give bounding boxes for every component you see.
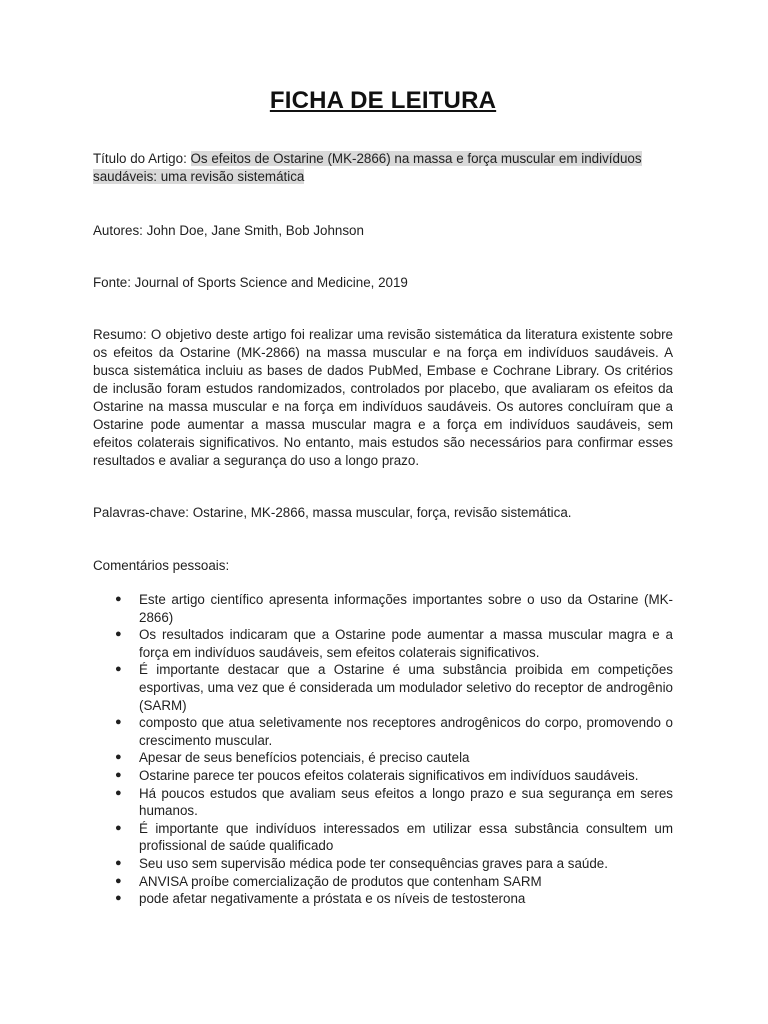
bullet-icon: ● [115,768,122,781]
bullet-icon: ● [115,892,122,905]
comment-text: ANVISA proíbe comercialização de produtos que contenham SARM [139,873,542,889]
list-item [93,855,673,873]
comments-label: Comentários pessoais: [93,558,230,573]
comment-text: Seu uso sem supervisão médica pode ter consequências graves para a saúde. [139,855,608,871]
list-item [93,661,673,714]
bullet-icon: ● [115,716,122,729]
comment-text: pode afetar negativamente a próstata e os níveis de testosterona [139,891,526,907]
bullet-icon: ● [115,593,122,605]
bullet-icon: ● [115,663,122,676]
comment-text: Ostarine parece ter poucos efeitos colaterais significativos em indivíduos saudáveis. [139,767,639,783]
comment-text: Apesar de seus benefícios potenciais, é preciso cautela [139,750,470,766]
comment-text: Este artigo científico apresenta informações importantes sobre o uso da Ostarine (MK-2866) [139,592,673,625]
bullet-icon: ● [115,874,122,887]
article-title-value: Os efeitos de Ostarine (MK-2866) na massa e força muscular em indivíduos saudáveis: uma revisão sistemática [93,151,642,184]
list-item [93,626,673,661]
comment-text: Os resultados indicaram que a Ostarine pode aumentar a massa muscular magra e a força em indivíduos saudáveis, sem efeitos colaterais significativos. [139,627,673,660]
list-item [93,591,673,626]
bullet-icon: ● [115,821,122,834]
list-item [93,873,673,891]
list-item [93,749,673,767]
article-title-field [93,150,673,186]
list-item [93,820,673,855]
list-item [93,890,673,908]
bullet-icon: ● [115,628,122,641]
bullet-icon: ● [115,751,122,764]
comments-list [93,591,673,908]
bullet-icon: ● [115,786,122,799]
list-item [93,714,673,749]
list-item [93,785,673,820]
comment-text: É importante que indivíduos interessados em utilizar essa substância consultem um profissional de saúde qualificado [139,820,673,854]
bullet-icon: ● [115,856,122,869]
article-title-label: Título do Artigo: [93,151,191,166]
comment-text: Há poucos estudos que avaliam seus efeitos a longo prazo e sua segurança em seres humanos. [139,785,673,819]
source-line: Fonte: Journal of Sports Science and Medicine, 2019 [93,275,408,290]
list-item [93,767,673,785]
comment-text: composto que atua seletivamente nos receptores androgênicos do corpo, promovendo o crescimento muscular. [139,715,673,748]
summary-paragraph: Resumo: O objetivo deste artigo foi realizar uma revisão sistemática da literatura existente sobre os efeitos da Ostarine (MK-2866) na massa muscular e na força em indivíduos saudáveis. A busca sistemática incluiu as bases de dados PubMed, Embase e Cochrane Library. Os critérios de inclusão foram estudos randomizados, controlados por placebo, que avaliaram os efeitos da Ostarine na massa muscular e na força em indivíduos saudáveis. Os autores concluíram que a Ostarine pode aumentar a massa muscular magra e a força em indivíduos saudáveis, sem efeitos colaterais significativos. No entanto, mais estudos são necessários para confirmar esses resultados e avaliar a segurança do uso a longo prazo. [93,327,673,468]
authors-line: Autores: John Doe, Jane Smith, Bob Johnson [93,223,364,238]
keywords-line: Palavras-chave: Ostarine, MK-2866, massa muscular, força, revisão sistemática. [93,505,572,520]
comment-text: É importante destacar que a Ostarine é uma substância proibida em competições esportivas, uma vez que é considerada um modulador seletivo do receptor de androgênio (SARM) [139,662,673,713]
document-title: FICHA DE LEITURA [269,87,497,114]
